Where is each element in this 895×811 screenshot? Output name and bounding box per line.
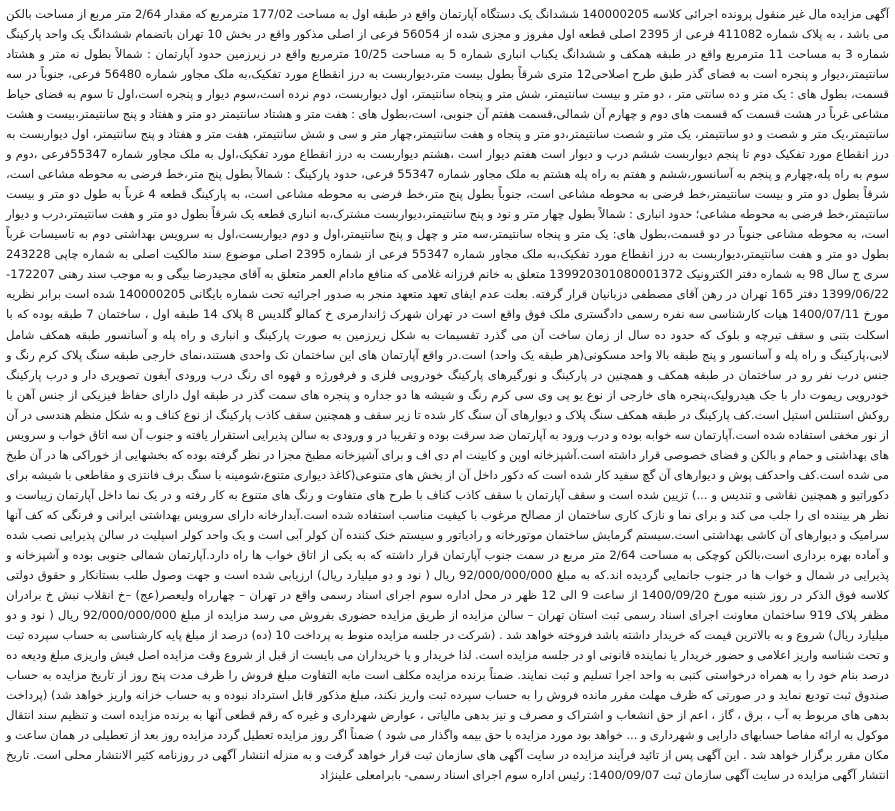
- auction-notice-text: آگهی مزایده مال غیر منقول پرونده اجرائی کلاسه 140000205 ششدانگ یک دستگاه آپارتمان واقع در طبقه اول به مساحت 177/02 مترمربع که مقدار 2/64 متر مربع از مساحت بالکن می باشد ، به پلاک شماره 411082 فرعی از 2395 اصلی قطعه اول مفروز و مجزی شده از 56054 فرعی از اصلی مذکور واقع در بخش 10 تهران باتضمام ششدانگ یک واحد پارکینگ شماره 3 به مساحت 11 مترمربع واقع در طبقه همکف و ششدانگ یکباب انباری شماره 5 به مساحت 10/25 مترمربع واقع در زیرزمین حدود آپارتمان : شمالاً بطول نه متر و هشتاد سانتیمتر،دیوار و پنجره است به فضای گذر طبق طرح اصلاحی12 متری شرقاً بطول بیست متر،دیواربست به درز انقطاع مورد تفکیک،به ملک مجاور شماره 56480 فرعی، جنوباً در سه قسمت، بطول های : یک متر و ده سانتی متر ، دو متر و بیست سانتیمتر، شش متر و پنجاه سانتیمتر، اول دیواربست، دوم نرده است،سوم دیوار و پنجره است،اول تا سوم به فضای حیاط مشاعی غرباً در هشت قسمت که قسمت های دوم و چهارم آن شمالی،قسمت هفتم آن جنوبی، است،بطول های : هفت متر و هشتاد سانتیمتر دو متر و هفتاد و پنج سانتیمتر،بیست و هشت سانتیمتر،یک متر و شصت و دو سانتیمتر، یک متر و شصت سانتیمتر،دو متر و پنجاه و هفت سانتیمتر،چهار متر و سی و شش سانتیمتر، هفت متر و هفتاد و پنج سانتیمتر، اول دیواربست به درز انقطاع مورد تفکیک دوم تا پنجم دیواربست ششم درب و دیوار است هفتم دیوار است ،هشتم دیواربست به درز انقطاع مورد تفکیک،اول به ملک مجاور شماره 55347فرعی ،دوم و سوم به راه پله،چهارم و پنجم به آسانسور،ششم و هفتم به راه پله هشتم به ملک مجاور شماره 55347 فرعی، حدود پارکینگ : شمالاً بطول پنج متر،خط فرضی به محوطه مشاعی است، شرقاً بطول دو متر و بیست سانتیمتر،خط فرضی به محوطه مشاعی است، جنوباً بطول پنج متر،خط فرضی به محوطه مشاعی است، به پارکینگ قطعه 4 غرباً به طول دو متر و بیست سانتیمتر،خط فرضی به محوطه مشاعی؛ حدود انباری : شمالاً بطول چهار متر و نود و پنج سانتیمتر،دیواربست مشترک،به انباری قطعه یک شرقاً بطول دو متر و هفت سانتیمتر،درب و دیوار است، به محوطه مشاعی جنوباً در دو قسمت،بطول های: یک متر و پنجاه سانتیمتر،سه متر و چهل و پنج سانتیمتر،اول و دوم دیواربست،اول به سرویس بهداشتی دوم به تاسیسات غرباً بطول دو متر و هفت سانتیمتر،دیواربست به درز انقطاع مورد تفکیک،به ملک مجاور شماره 55347 فرعی از شماره 2395 اصلی موضوع سند مالکیت اصلی به شماره چاپی 243228 سری ج سال 98 به شماره دفتر الکترونیک 139920301080001372 متعلق به خانم فرزانه غلامی که منافع مادام العمر متعلق به آقای مجیدرضا بیگی و به موجب سند رهنی 172207-1399/06/22 دفتر 165 تهران در رهن آقای مصطفی دزبانیان قرار گرفته. بعلت عدم ایفای تعهد متعهد منجر به صدور اجرائیه تحت شماره بایگانی 140000205 شده است برابر نظریه مورخ 1400/07/11 هیات کارشناسی سه نفره رسمی دادگستری ملک فوق واقع است در تهران شهرک ژاندارمری خ کمالو گلدیس 8 پلاک 14 طبقه اول ، ساختمان 7 طبقه بوده که با اسکلت بتنی و سقف تیرچه و بلوک که حدود ده سال از زمان ساخت آن می گذرد تقسیمات به شکل زیرزمین به صورت پارکینگ و انباری و راه پله و آسانسور طبقه همکف شامل لابی،پارکینگ و راه پله و آسانسور و پنج طبقه بالا واحد مسکونی(هر طبقه یک واحد) است.در واقع آپارتمان های این ساختمان تک واحدی هستند،نمای خارجی طبقه سنگ پلاک کرم رنگ و جنس درب نفر رو در ساختمان در طبقه همکف و همچنین در پارکینگ و نورگیرهای پارکینگ خودرویی فلزی و فرفورژه و قهوه ای رنگ درب ورودی آیفون تصویری دار و درب پارکینگ خودرویی ریموت دار با جک هیدرولیک،پنجره های خارجی از نوع یو پی وی سی کرم رنگ و شیشه ها دو جداره و پنجره های سمت گذر در طبقه اول دارای حفاظ فیزیکی از جنس آهن با روکش استنلس استیل است.کف پارکینگ در طبقه همکف سنگ پلاک و دیوارهای آن سنگ کار شده تا زیر سقف و همچنین سقف کاذب پارکینگ از نوع کناف و به شکل منظم هندسی در آن از نور مخفی استفاده شده است.آپارتمان سه خوابه بوده و درب ورود به آپارتمان ضد سرقت بوده و تقریبا در و ورودی به سالن پذیرایی استقرار یافته و جنوب آن سه اتاق خواب و سرویس های بهداشتی و حمام و بالکن و فضای خصوصی قرار داشته است.آشپزخانه اوپن و کابینت ام دی اف و برای آشپزخانه مطبخ مجزا در نظر گرفته بوده که بخشهایی از خوراکی ها در آن طبخ می شده است.کف واحدکف پوش و دیوارهای آن گچ سفید کار شده است که دکور داخل آن از بخش های متنوعی(کاغذ دیواری متنوع،شومینه با سنگ برف فانتزی و مقاطعی با شیشه برای دکوراتیو و همچنین نقاشی و تندیس و ...) تزیین شده است و سقف آپارتمان با سقف کاذب کناف با طرح های متفاوت و رنگ های متنوع به کار رفته و در یک نما داخل آپارتمان زیباست و نظر هر بیننده ای را جلب می کند و برای نما و نازک کاری ساختمان از مصالح مرغوب با کیفیت مناسب استفاده شده است.آبدارخانه دارای سرویس بهداشتی ایرانی و فرنگی که کف آنها سرامیک و دیوارهای آن کاشی بهداشتی است.سیستم گرمایش ساختمان موتورخانه و رادیاتور و سیستم خنک کننده آن کولر آبی است و یک واحد کولر اسپلیت در سالن پذیرایی نصب شده و آماده بهره برداری است،بالکن کوچکی به مساحت 2/64 متر مربع در سمت جنوب آپارتمان قرار داشته که به یکی از اتاق خواب ها راه دارد.آپارتمان شمالی جنوبی بوده و آشپزخانه و پذیرایی در شمال و خواب ها در جنوب جانمایی گردیده اند.که به مبلغ 92/000/000/000 ریال ( نود و دو میلیارد ریال) ارزیابی شده است و جهت وصول طلب بستانکار و حقوق دولتی کلاسه فوق الذکر در روز شنبه مورخ 1400/09/20 از ساعت 9 الی 12 ظهر در محل اداره سوم اجرای اسناد رسمی واقع در تهران – چهارراه ولیعصر(عج) –خ انقلاب نبش خ برادران مظفر پلاک 919 ساختمان معاونت اجرای اسناد رسمی ثبت استان تهران – سالن مزایده از طریق مزایده حضوری بفروش می رسد مزایده از مبلغ 92/000/000/000 ریال ( نود و دو میلیارد ریال) شروع و به بالاترین قیمت که خریدار داشته باشد فروخته خواهد شد . (شرکت در جلسه مزایده منوط به پرداخت 10 (ده) درصد از مبلغ پایه کارشناسی به حساب سپرده ثبت و تحت شناسه واریز اعلامی و حضور خریدار یا نماینده قانونی او در جلسه مزایده است. لذا خریدار و یا خریداران می بایست از قبل از شروع وقت مزایده اصل فیش واریزی مبلغ ودیعه ده درصد بنام خود را به همراه درخواستی کتبی به واحد اجرا تسلیم و ثبت نمایند. ضمناً برنده مزایده مکلف است مابه التفاوت مبلغ فروش را ظرف مدت پنج روز از تاریخ مزایده به حساب صندوق ثبت تودیع نماید و در صورتی که ظرف مهلت مقرر مانده فروش را به حساب سپرده ثبت واریز نکند، مبلغ مذکور قابل استرداد نبوده و به حساب خزانه واریز خواهد شد) (پرداخت بدهی های مربوط به آب ، برق ، گاز ، اعم از حق انشعاب و اشتراک و مصرف و نیز بدهی مالیاتی ، عوارض شهرداری و غیره که رقم قطعی آنها به برنده مزایده است و تنظیم سند انتقال موکول به ارائه مفاصا حسابهای دارایی و شهرداری و ... خواهد بود مورد مزایده با حق بیمه واگذار می شود ) ضمناً اگر روز مزایده تعطیل گردد مزایده روز بعد از تعطیلی در همان ساعت و مکان مقرر برگزار خواهد شد . این آگهی پس از تائید فرآیند مزایده در سایت آگهی های سازمان ثبت قرار خواهد گرفت و به منزله انتشار آگهی در روزنامه کثیر الانتشار محلی است. تاریخ انتشار آگهی مزایده در سایت آگهی سازمان ثبت 1400/09/07: رئیس اداره سوم اجرای اسناد رسمی- بابرامعلی علینژاد: [6, 7, 890, 783]
